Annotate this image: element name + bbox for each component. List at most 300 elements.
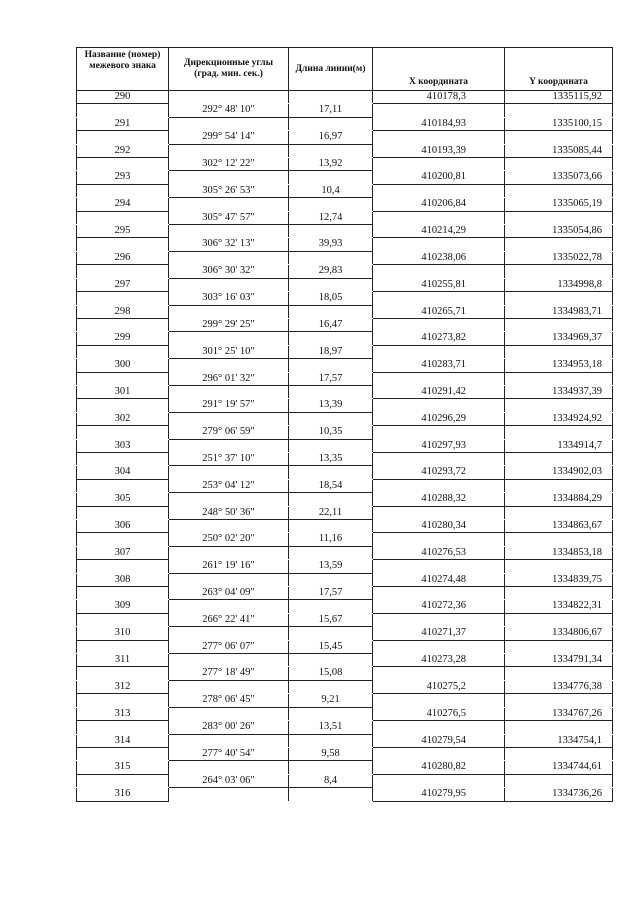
y-coordinate-cell: 1334914,7 [505, 439, 613, 452]
line-length-cell: 8,4 [289, 774, 373, 787]
marker-row [77, 412, 613, 425]
direction-angle-cell [169, 144, 289, 157]
line-length-cell [289, 520, 373, 533]
x-coordinate-cell [373, 560, 505, 573]
y-coordinate-cell [505, 694, 613, 707]
x-coordinate-cell: 410255,81 [373, 278, 505, 291]
direction-angle-cell: 263° 04' 09" [169, 587, 289, 600]
line-length-cell [289, 439, 373, 452]
marker-row [77, 144, 613, 157]
y-coordinate-cell: 1335100,15 [505, 117, 613, 130]
line-length-cell: 17,57 [289, 587, 373, 600]
marker-name-cell [77, 667, 169, 680]
line-length-cell [289, 305, 373, 318]
x-coordinate-cell [373, 721, 505, 734]
line-length-cell: 15,08 [289, 667, 373, 680]
marker-name-cell [77, 774, 169, 787]
direction-angle-cell: 251° 37' 10" [169, 452, 289, 465]
x-coordinate-cell [373, 587, 505, 600]
marker-name-cell [77, 345, 169, 358]
direction-angle-cell: 292° 48' 10" [169, 104, 289, 117]
marker-name-cell: 313 [77, 707, 169, 720]
marker-row [77, 600, 613, 613]
y-coordinate-cell: 1335085,44 [505, 144, 613, 157]
y-coordinate-cell [505, 292, 613, 305]
y-coordinate-cell [505, 399, 613, 412]
marker-row [77, 171, 613, 184]
marker-name-cell: 294 [77, 198, 169, 211]
x-coordinate-cell: 410291,42 [373, 385, 505, 398]
segment-row [77, 318, 613, 331]
direction-angle-cell [169, 680, 289, 693]
x-coordinate-cell: 410265,71 [373, 305, 505, 318]
direction-angle-cell [169, 412, 289, 425]
marker-row [77, 198, 613, 211]
line-length-cell [289, 627, 373, 640]
y-coordinate-cell: 1335073,66 [505, 171, 613, 184]
marker-name-cell [77, 372, 169, 385]
x-coordinate-cell [373, 265, 505, 278]
x-coordinate-cell [373, 640, 505, 653]
segment-row [77, 372, 613, 385]
segment-row [77, 747, 613, 760]
direction-angle-cell [169, 91, 289, 104]
direction-angle-cell: 303° 16' 03" [169, 292, 289, 305]
direction-angle-cell [169, 305, 289, 318]
segment-row [77, 131, 613, 144]
line-length-cell [289, 412, 373, 425]
x-coordinate-cell [373, 506, 505, 519]
y-coordinate-cell [505, 452, 613, 465]
segment-row [77, 238, 613, 251]
y-coordinate-cell [505, 479, 613, 492]
direction-angle-cell [169, 332, 289, 345]
direction-angle-cell [169, 520, 289, 533]
x-coordinate-cell: 410280,34 [373, 520, 505, 533]
x-coordinate-cell [373, 211, 505, 224]
line-length-cell: 13,92 [289, 158, 373, 171]
line-length-cell: 9,21 [289, 694, 373, 707]
segment-row [77, 265, 613, 278]
marker-name-cell: 316 [77, 788, 169, 801]
direction-angle-cell: 299° 29' 25" [169, 318, 289, 331]
x-coordinate-cell: 410200,81 [373, 171, 505, 184]
y-coordinate-cell [505, 747, 613, 760]
y-coordinate-cell: 1334902,03 [505, 466, 613, 479]
marker-name-cell [77, 318, 169, 331]
direction-angle-cell [169, 573, 289, 586]
line-length-cell [289, 332, 373, 345]
x-coordinate-cell [373, 238, 505, 251]
line-length-cell: 10,35 [289, 426, 373, 439]
marker-row [77, 117, 613, 130]
line-length-cell [289, 466, 373, 479]
x-coordinate-cell: 410279,95 [373, 788, 505, 801]
y-coordinate-cell: 1334839,75 [505, 573, 613, 586]
segment-row [77, 587, 613, 600]
direction-angle-cell [169, 600, 289, 613]
segment-row [77, 399, 613, 412]
direction-angle-cell [169, 439, 289, 452]
line-length-cell: 13,35 [289, 452, 373, 465]
y-coordinate-cell: 1334822,31 [505, 600, 613, 613]
x-coordinate-cell: 410293,72 [373, 466, 505, 479]
segment-row [77, 292, 613, 305]
marker-name-cell: 300 [77, 359, 169, 372]
marker-row [77, 466, 613, 479]
marker-name-cell: 301 [77, 385, 169, 398]
direction-angle-cell: 277° 06' 07" [169, 640, 289, 653]
line-length-cell [289, 171, 373, 184]
x-coordinate-cell: 410276,53 [373, 546, 505, 559]
marker-name-cell [77, 694, 169, 707]
line-length-cell [289, 385, 373, 398]
segment-row [77, 452, 613, 465]
y-coordinate-cell: 1334736,26 [505, 788, 613, 801]
y-coordinate-cell: 1334937,39 [505, 385, 613, 398]
direction-angle-cell: 277° 18' 49" [169, 667, 289, 680]
direction-angle-cell [169, 466, 289, 479]
y-coordinate-cell [505, 211, 613, 224]
marker-name-cell [77, 479, 169, 492]
marker-name-cell: 299 [77, 332, 169, 345]
marker-name-cell: 314 [77, 734, 169, 747]
y-coordinate-cell [505, 131, 613, 144]
x-coordinate-cell [373, 613, 505, 626]
x-coordinate-cell: 410280,82 [373, 761, 505, 774]
line-length-cell [289, 654, 373, 667]
marker-name-cell: 295 [77, 225, 169, 238]
y-coordinate-cell: 1334791,34 [505, 654, 613, 667]
marker-row [77, 225, 613, 238]
marker-name-cell [77, 399, 169, 412]
y-coordinate-cell [505, 721, 613, 734]
line-length-cell [289, 573, 373, 586]
marker-name-cell [77, 747, 169, 760]
marker-name-cell: 293 [77, 171, 169, 184]
line-length-cell [289, 680, 373, 693]
direction-angle-cell [169, 493, 289, 506]
line-length-cell [289, 278, 373, 291]
marker-name-cell: 305 [77, 493, 169, 506]
direction-angle-cell [169, 761, 289, 774]
x-coordinate-cell: 410273,28 [373, 654, 505, 667]
segment-row [77, 158, 613, 171]
marker-name-cell: 290 [77, 91, 169, 104]
marker-name-cell [77, 560, 169, 573]
direction-angle-cell: 261° 19' 16" [169, 560, 289, 573]
marker-row [77, 385, 613, 398]
direction-angle-cell: 279° 06' 59" [169, 426, 289, 439]
x-coordinate-cell [373, 318, 505, 331]
x-coordinate-cell: 410274,48 [373, 573, 505, 586]
y-coordinate-cell: 1335115,92 [505, 91, 613, 104]
y-coordinate-cell: 1334744,61 [505, 761, 613, 774]
segment-row [77, 613, 613, 626]
direction-angle-cell: 277° 40' 54" [169, 747, 289, 760]
y-coordinate-cell [505, 426, 613, 439]
boundary-coordinates-table [76, 47, 613, 802]
marker-row [77, 573, 613, 586]
x-coordinate-cell [373, 131, 505, 144]
direction-angle-cell [169, 225, 289, 238]
line-length-cell [289, 734, 373, 747]
table-header-row [77, 48, 613, 91]
marker-name-cell: 306 [77, 520, 169, 533]
marker-row [77, 520, 613, 533]
line-length-cell: 12,74 [289, 211, 373, 224]
coordinates-sheet [76, 47, 612, 802]
line-length-cell: 13,51 [289, 721, 373, 734]
direction-angle-cell: 264° 03' 06" [169, 774, 289, 787]
x-coordinate-cell [373, 452, 505, 465]
y-coordinate-cell: 1335065,19 [505, 198, 613, 211]
marker-name-cell [77, 506, 169, 519]
direction-angle-cell: 283° 00' 26" [169, 721, 289, 734]
y-coordinate-cell [505, 667, 613, 680]
x-coordinate-cell [373, 158, 505, 171]
line-length-cell: 18,97 [289, 345, 373, 358]
direction-angle-cell: 253° 04' 12" [169, 479, 289, 492]
line-length-cell: 18,05 [289, 292, 373, 305]
segment-row [77, 560, 613, 573]
y-coordinate-cell [505, 372, 613, 385]
segment-row [77, 533, 613, 546]
y-coordinate-cell: 1334998,8 [505, 278, 613, 291]
marker-row [77, 278, 613, 291]
marker-row [77, 359, 613, 372]
marker-name-cell: 297 [77, 278, 169, 291]
header-direction-angle: Дирекционные углы (град. мин. сек.) [169, 48, 289, 91]
x-coordinate-cell: 410296,29 [373, 412, 505, 425]
y-coordinate-cell [505, 587, 613, 600]
line-length-cell: 39,93 [289, 238, 373, 251]
direction-angle-cell [169, 117, 289, 130]
marker-name-cell: 291 [77, 117, 169, 130]
marker-row [77, 439, 613, 452]
line-length-cell [289, 546, 373, 559]
marker-name-cell [77, 721, 169, 734]
direction-angle-cell [169, 171, 289, 184]
x-coordinate-cell [373, 694, 505, 707]
x-coordinate-cell [373, 747, 505, 760]
direction-angle-cell: 302° 12' 22" [169, 158, 289, 171]
x-coordinate-cell: 410276,5 [373, 707, 505, 720]
marker-name-cell: 308 [77, 573, 169, 586]
direction-angle-cell: 301° 25' 10" [169, 345, 289, 358]
direction-angle-cell [169, 546, 289, 559]
direction-angle-cell [169, 198, 289, 211]
x-coordinate-cell [373, 667, 505, 680]
marker-name-cell: 312 [77, 680, 169, 693]
marker-name-cell [77, 184, 169, 197]
segment-row [77, 426, 613, 439]
line-length-cell [289, 91, 373, 104]
line-length-cell [289, 198, 373, 211]
marker-name-cell: 292 [77, 144, 169, 157]
y-coordinate-cell [505, 238, 613, 251]
x-coordinate-cell: 410193,39 [373, 144, 505, 157]
line-length-cell [289, 144, 373, 157]
header-marker-name: Название (номер) межевого знака [77, 48, 169, 91]
marker-name-cell: 309 [77, 600, 169, 613]
line-length-cell: 9,58 [289, 747, 373, 760]
direction-angle-cell: 278° 06' 45" [169, 694, 289, 707]
y-coordinate-cell: 1334969,37 [505, 332, 613, 345]
line-length-cell [289, 251, 373, 264]
x-coordinate-cell [373, 426, 505, 439]
line-length-cell [289, 707, 373, 720]
y-coordinate-cell: 1334776,38 [505, 680, 613, 693]
marker-name-cell [77, 158, 169, 171]
line-length-cell [289, 761, 373, 774]
y-coordinate-cell: 1334806,67 [505, 627, 613, 640]
line-length-cell: 16,97 [289, 131, 373, 144]
line-length-cell: 11,16 [289, 533, 373, 546]
segment-row [77, 184, 613, 197]
marker-name-cell [77, 131, 169, 144]
line-length-cell: 18,54 [289, 479, 373, 492]
line-length-cell [289, 600, 373, 613]
x-coordinate-cell: 410178,3 [373, 91, 505, 104]
y-coordinate-cell: 1334924,92 [505, 412, 613, 425]
marker-row [77, 305, 613, 318]
direction-angle-cell: 306° 30' 32" [169, 265, 289, 278]
marker-row [77, 680, 613, 693]
direction-angle-cell [169, 654, 289, 667]
x-coordinate-cell [373, 774, 505, 787]
marker-name-cell [77, 211, 169, 224]
marker-row [77, 91, 613, 104]
line-length-cell: 29,83 [289, 265, 373, 278]
direction-angle-cell: 266° 22' 41" [169, 613, 289, 626]
x-coordinate-cell [373, 372, 505, 385]
line-length-cell [289, 359, 373, 372]
y-coordinate-cell: 1335054,86 [505, 225, 613, 238]
y-coordinate-cell [505, 640, 613, 653]
x-coordinate-cell [373, 184, 505, 197]
direction-angle-cell: 296° 01' 32" [169, 372, 289, 385]
y-coordinate-cell [505, 158, 613, 171]
x-coordinate-cell [373, 399, 505, 412]
segment-row [77, 694, 613, 707]
segment-row [77, 774, 613, 787]
direction-angle-cell: 248° 50' 36" [169, 506, 289, 519]
direction-angle-cell [169, 734, 289, 747]
segment-row [77, 104, 613, 117]
segment-row [77, 721, 613, 734]
marker-row [77, 251, 613, 264]
direction-angle-cell [169, 251, 289, 264]
header-y-coordinate: Y координата [505, 48, 613, 91]
marker-row [77, 627, 613, 640]
x-coordinate-cell [373, 292, 505, 305]
marker-row [77, 734, 613, 747]
line-length-cell: 17,57 [289, 372, 373, 385]
marker-name-cell: 311 [77, 654, 169, 667]
line-length-cell [289, 493, 373, 506]
marker-name-cell [77, 104, 169, 117]
line-length-cell [289, 117, 373, 130]
y-coordinate-cell: 1334884,29 [505, 493, 613, 506]
x-coordinate-cell [373, 104, 505, 117]
x-coordinate-cell: 410271,37 [373, 627, 505, 640]
header-line-length: Длина линии(м) [289, 48, 373, 91]
y-coordinate-cell [505, 318, 613, 331]
marker-row [77, 788, 613, 801]
marker-row [77, 493, 613, 506]
marker-row [77, 761, 613, 774]
marker-name-cell: 298 [77, 305, 169, 318]
y-coordinate-cell [505, 104, 613, 117]
line-length-cell: 22,11 [289, 506, 373, 519]
x-coordinate-cell: 410238,06 [373, 251, 505, 264]
direction-angle-cell: 305° 47' 57" [169, 211, 289, 224]
marker-name-cell: 302 [77, 412, 169, 425]
marker-name-cell: 307 [77, 546, 169, 559]
marker-name-cell [77, 452, 169, 465]
direction-angle-cell: 305° 26' 53" [169, 184, 289, 197]
direction-angle-cell: 299° 54' 14" [169, 131, 289, 144]
marker-name-cell [77, 426, 169, 439]
direction-angle-cell [169, 278, 289, 291]
segment-row [77, 345, 613, 358]
y-coordinate-cell [505, 506, 613, 519]
marker-row [77, 654, 613, 667]
x-coordinate-cell: 410206,84 [373, 198, 505, 211]
segment-row [77, 211, 613, 224]
line-length-cell: 15,45 [289, 640, 373, 653]
line-length-cell: 17,11 [289, 104, 373, 117]
marker-name-cell: 310 [77, 627, 169, 640]
line-length-cell [289, 225, 373, 238]
marker-name-cell [77, 640, 169, 653]
y-coordinate-cell: 1334754,1 [505, 734, 613, 747]
segment-row [77, 640, 613, 653]
line-length-cell [289, 788, 373, 801]
y-coordinate-cell: 1334983,71 [505, 305, 613, 318]
x-coordinate-cell: 410214,29 [373, 225, 505, 238]
x-coordinate-cell [373, 345, 505, 358]
y-coordinate-cell [505, 184, 613, 197]
y-coordinate-cell [505, 265, 613, 278]
y-coordinate-cell [505, 560, 613, 573]
marker-row [77, 332, 613, 345]
marker-name-cell: 296 [77, 251, 169, 264]
marker-row [77, 546, 613, 559]
x-coordinate-cell: 410184,93 [373, 117, 505, 130]
segment-row [77, 479, 613, 492]
y-coordinate-cell: 1334853,18 [505, 546, 613, 559]
x-coordinate-cell: 410288,32 [373, 493, 505, 506]
segment-row [77, 506, 613, 519]
direction-angle-cell: 291° 19' 57" [169, 399, 289, 412]
marker-name-cell: 304 [77, 466, 169, 479]
marker-name-cell [77, 238, 169, 251]
segment-row [77, 667, 613, 680]
x-coordinate-cell: 410275,2 [373, 680, 505, 693]
line-length-cell: 15,67 [289, 613, 373, 626]
x-coordinate-cell [373, 479, 505, 492]
x-coordinate-cell: 410272,36 [373, 600, 505, 613]
y-coordinate-cell: 1335022,78 [505, 251, 613, 264]
direction-angle-cell [169, 788, 289, 801]
direction-angle-cell [169, 385, 289, 398]
marker-name-cell: 315 [77, 761, 169, 774]
direction-angle-cell [169, 627, 289, 640]
line-length-cell: 16,47 [289, 318, 373, 331]
direction-angle-cell: 250° 02' 20" [169, 533, 289, 546]
